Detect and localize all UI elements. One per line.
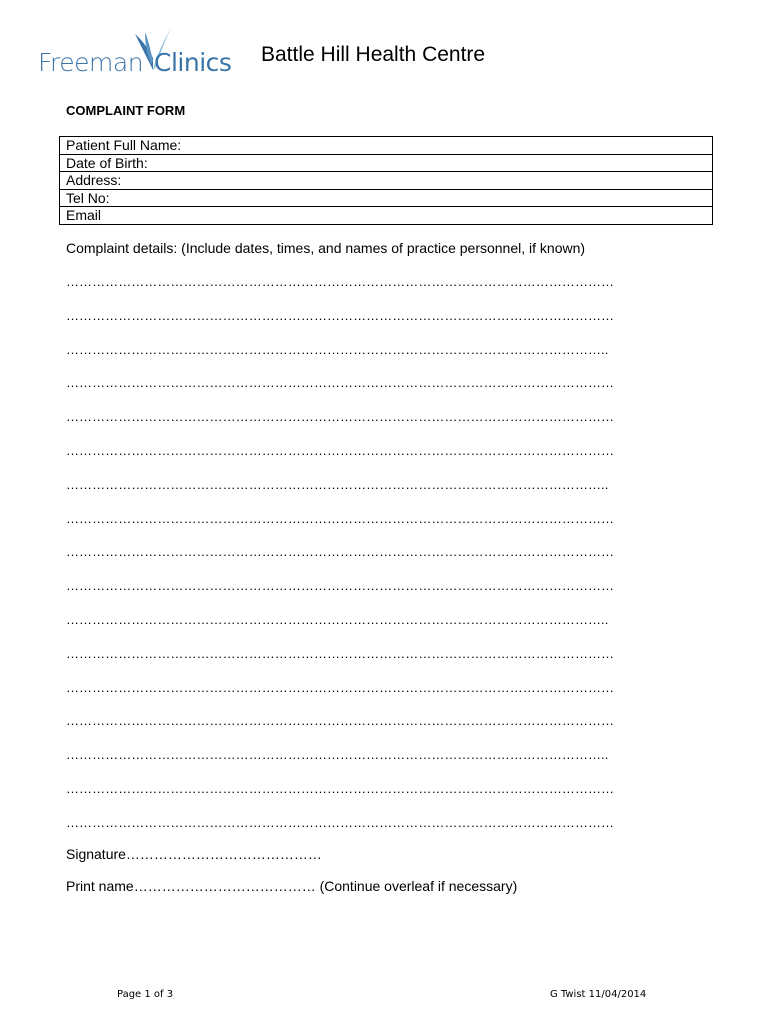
logo-text-clinics: Clinics bbox=[154, 48, 232, 77]
email-field[interactable]: Email bbox=[60, 207, 712, 225]
complaint-details-lines[interactable] bbox=[66, 274, 706, 849]
freeman-clinics-logo bbox=[38, 24, 232, 77]
page-number: Page 1 of 3 bbox=[117, 989, 174, 1000]
dotted-line[interactable]: ……………………………………………………………………………………………………………… bbox=[66, 679, 615, 695]
dotted-line[interactable]: ……………………………………………………………………………………………………………… bbox=[66, 544, 615, 560]
dotted-line[interactable]: ……………………………………………………………………………………………………………… bbox=[66, 274, 615, 289]
address-field[interactable]: Address: bbox=[60, 172, 712, 190]
dotted-line[interactable]: ……………………………………………………………………………………………………………… bbox=[66, 375, 615, 391]
logo-text-freeman: Freeman bbox=[38, 48, 144, 77]
signature-line[interactable]: Signature…………………………………… bbox=[66, 846, 322, 862]
dotted-line[interactable]: ……………………………………………………………………………………………………………… bbox=[66, 814, 615, 830]
patient-details-table bbox=[59, 136, 713, 225]
tel-no-field[interactable]: Tel No: bbox=[60, 190, 712, 208]
centre-name: Battle Hill Health Centre bbox=[261, 43, 486, 66]
dotted-line[interactable]: ……………………………………………………………………………………………………………… bbox=[66, 510, 615, 526]
dotted-line[interactable]: …………………………………………………………………………………………………………….. bbox=[66, 476, 609, 492]
complaint-details-label: Complaint details: (Include dates, times, and names of practice personnel, if known) bbox=[66, 240, 586, 256]
dotted-line[interactable]: ……………………………………………………………………………………………………………… bbox=[66, 307, 615, 323]
dotted-line[interactable]: ……………………………………………………………………………………………………………… bbox=[66, 442, 615, 458]
patient-name-field[interactable]: Patient Full Name: bbox=[60, 137, 712, 155]
form-title: COMPLAINT FORM bbox=[66, 103, 186, 118]
dotted-line[interactable]: ……………………………………………………………………………………………………………… bbox=[66, 780, 615, 796]
print-name-line[interactable]: Print name………………………………… (Continue overleaf if necessary) bbox=[66, 878, 518, 894]
dotted-line[interactable]: ……………………………………………………………………………………………………………… bbox=[66, 645, 615, 661]
dotted-line[interactable]: …………………………………………………………………………………………………………….. bbox=[66, 611, 609, 627]
dotted-line[interactable]: …………………………………………………………………………………………………………….. bbox=[66, 341, 609, 357]
footer-author-date: G Twist 11/04/2014 bbox=[550, 989, 647, 1000]
dotted-line[interactable]: ……………………………………………………………………………………………………………… bbox=[66, 578, 615, 594]
date-of-birth-field[interactable]: Date of Birth: bbox=[60, 155, 712, 173]
dotted-line[interactable]: …………………………………………………………………………………………………………….. bbox=[66, 747, 609, 763]
dotted-line[interactable]: ……………………………………………………………………………………………………………… bbox=[66, 409, 615, 425]
dotted-line[interactable]: ……………………………………………………………………………………………………………… bbox=[66, 713, 615, 729]
